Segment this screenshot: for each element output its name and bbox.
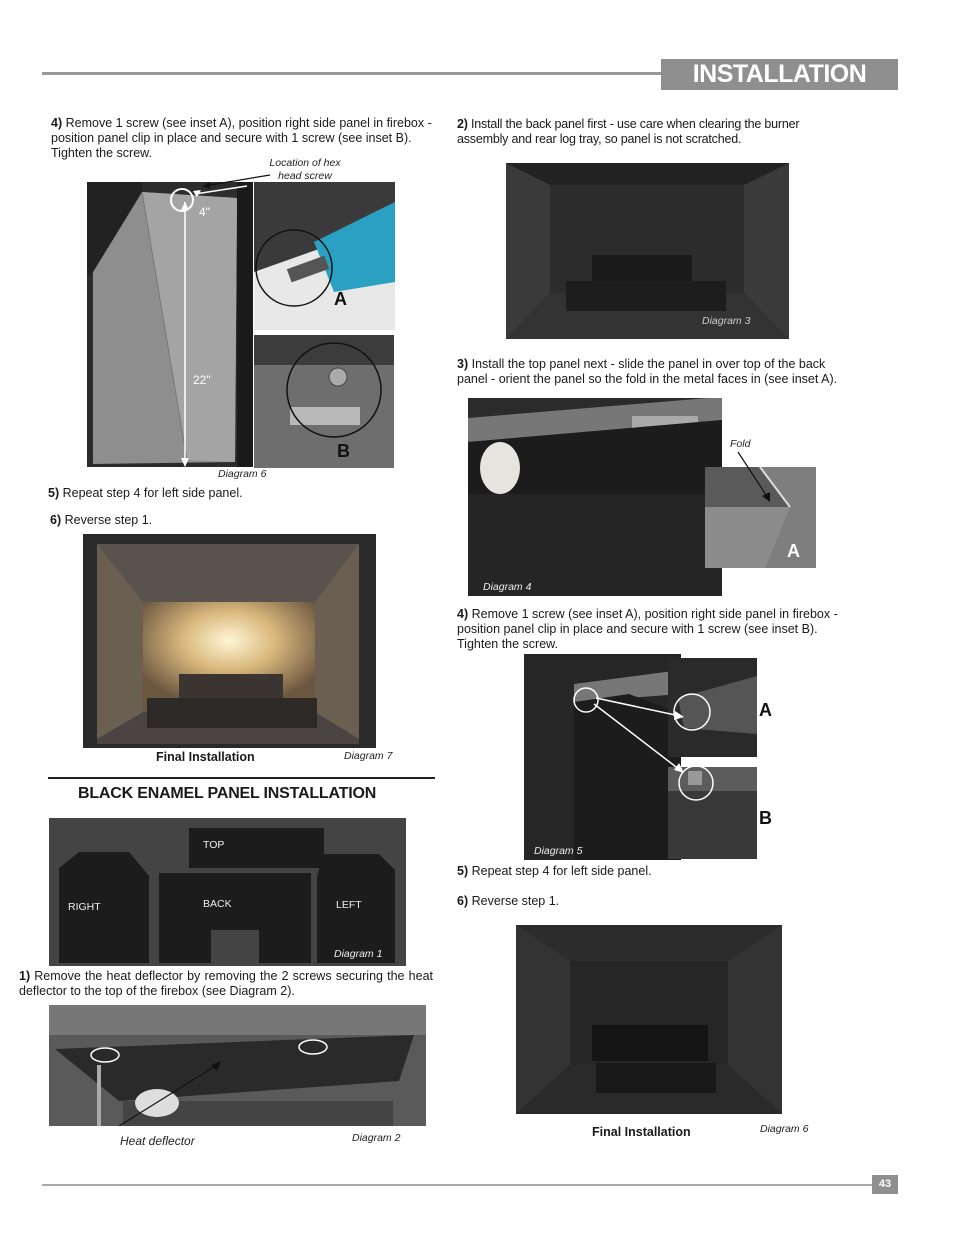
page-number: 43 — [872, 1175, 898, 1194]
panel-label-top: TOP — [203, 839, 225, 851]
right-diagram6-caption: Diagram 6 — [760, 1123, 809, 1135]
fireplace-illustration — [83, 534, 376, 748]
clip-illustration — [254, 335, 394, 468]
dimension-arrows — [87, 182, 253, 472]
panel-label-back: BACK — [203, 898, 232, 910]
page-title: INSTALLATION — [661, 59, 898, 90]
black-fireplace-illustration — [516, 925, 782, 1114]
left-final-installation-label: Final Installation — [156, 750, 255, 764]
right-step2-text: 2) Install the back panel first - use care when clearing the burner assembly and rear log tray, so panel is not scratched. — [457, 117, 800, 146]
back-panel-illustration — [506, 163, 789, 339]
left-step4-text: 4) Remove 1 screw (see inset A), position right side panel in firebox - position panel clip in place and secure with 1 screw (see inset B). Tighten the screw. — [51, 116, 432, 160]
section-rule — [48, 777, 435, 779]
right-step4-text: 4) Remove 1 screw (see inset A), position right side panel in firebox - position panel clip in place and secure with 1 screw (see inset B). Tighten the screw. — [457, 607, 838, 651]
fold-arrow — [734, 450, 774, 504]
dimension-4in: 4" — [199, 205, 210, 219]
screw-callout: Location of hex head screw — [269, 157, 341, 182]
heat-deflector-photo — [49, 1005, 426, 1126]
inset-b-photo — [254, 335, 394, 468]
footer-rule — [42, 1184, 872, 1186]
right-inset-b-letter: B — [759, 808, 772, 828]
right-step5-text: 5) Repeat step 4 for left side panel. — [457, 864, 652, 878]
inset-a-photo — [254, 182, 395, 330]
section-title: BLACK ENAMEL PANEL INSTALLATION — [78, 785, 377, 802]
heat-deflector-label: Heat deflector — [120, 1134, 195, 1148]
left-step1-text: 1) Remove the heat deflector by removing the 2 screws securing the heat deflector to the top of the firebox (see Diagram 2). — [19, 969, 433, 998]
panels-layout-photo — [49, 818, 406, 966]
right-final-installation-photo — [516, 925, 782, 1114]
left-step6-text: 6) Reverse step 1. — [50, 513, 153, 527]
heat-deflector-illustration — [49, 1005, 426, 1126]
diagram4-caption: Diagram 4 — [483, 581, 532, 593]
diagram5-caption: Diagram 5 — [534, 845, 583, 857]
left-step5-text: 5) Repeat step 4 for left side panel. — [48, 486, 243, 500]
right-inset-a-letter: A — [759, 700, 772, 720]
right-inset-arrows — [580, 690, 690, 790]
diagram1-caption: Diagram 1 — [334, 948, 383, 960]
panels-layout-illustration — [49, 818, 406, 966]
diagram2-caption: Diagram 2 — [352, 1132, 401, 1144]
header-rule — [42, 72, 662, 75]
top-panel-photo — [468, 398, 722, 596]
dimension-22in: 22" — [193, 373, 211, 387]
top-panel-illustration — [468, 398, 722, 596]
inset-a-letter: A — [334, 289, 347, 309]
drill-illustration — [254, 182, 395, 330]
back-panel-photo — [506, 163, 789, 339]
fold-label: Fold — [730, 438, 751, 450]
final-installation-photo — [83, 534, 376, 748]
diagram3-caption: Diagram 3 — [702, 315, 751, 327]
fold-inset-letter: A — [787, 541, 800, 561]
right-step3-text: 3) Install the top panel next - slide the panel in over top of the back panel - orient the panel so the fold in the metal faces in (see inset A). — [457, 357, 838, 386]
right-step6-text: 6) Reverse step 1. — [457, 894, 560, 908]
inset-b-letter: B — [337, 441, 350, 461]
left-diagram6-caption: Diagram 6 — [218, 468, 267, 480]
right-final-installation-label: Final Installation — [592, 1125, 691, 1139]
diagram7-caption: Diagram 7 — [344, 750, 393, 762]
panel-label-right: RIGHT — [68, 901, 101, 913]
panel-label-left: LEFT — [336, 899, 362, 911]
